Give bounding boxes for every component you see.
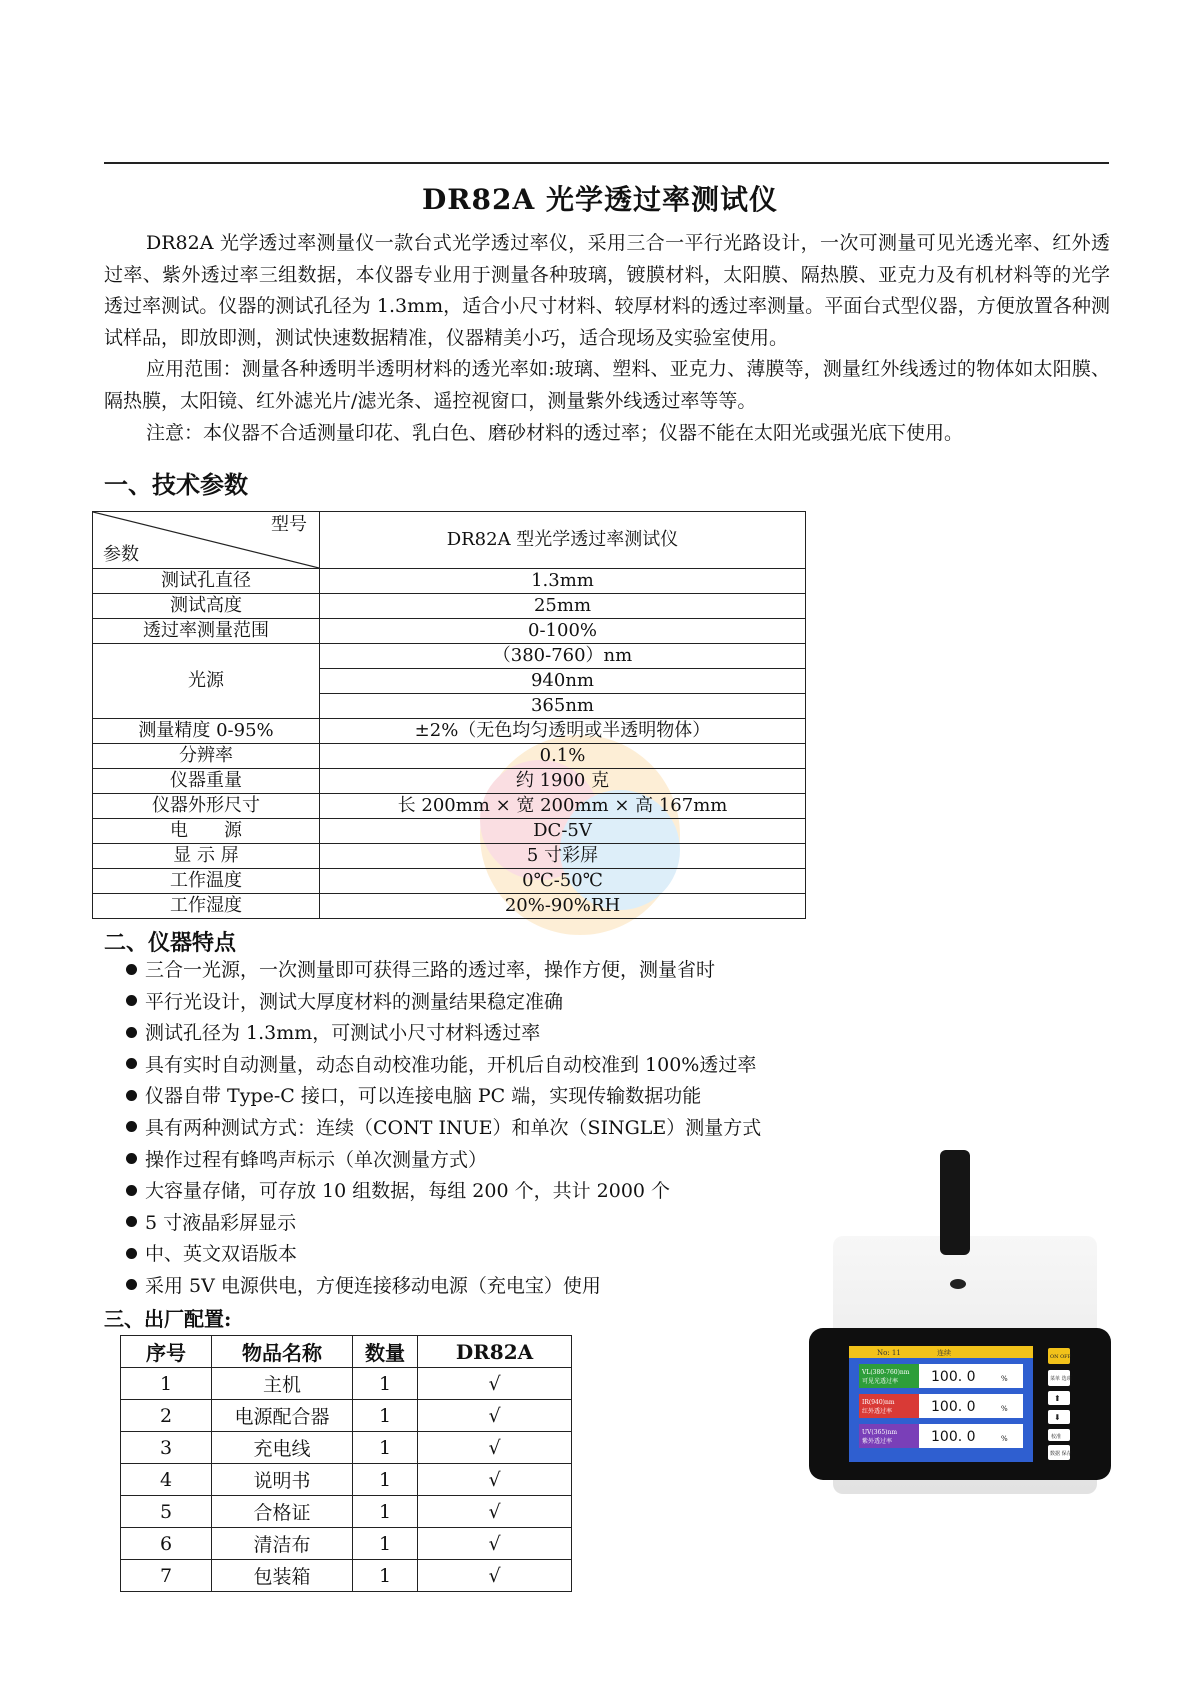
spec-value: 1.3mm [320,569,806,594]
intro-paragraph: 注意：本仪器不合适测量印花、乳白色、磨砂材料的透过率；仪器不能在太阳光或强光底下使用。 [146,421,964,444]
spec-key: 工作湿度 [93,894,320,919]
packing-header: DR82A [418,1336,572,1368]
spec-key: 测量精度 0-95% [93,719,320,744]
spec-header-cell [93,512,320,569]
spec-value: 940nm [320,669,806,694]
spec-table [92,511,806,919]
spec-value: 25mm [320,594,806,619]
ir-label: IR(940)nm [862,1399,895,1406]
features-list [126,955,761,1303]
feature-item: 操作过程有蜂鸣声标示（单次测量方式） [126,1145,761,1177]
spec-value: DC-5V [320,819,806,844]
table-row: 6 清洁布 1 √ [121,1528,572,1560]
intro-text [104,228,1110,449]
feature-item: 5 寸液晶彩屏显示 [126,1208,761,1240]
table-row: 5 合格证 1 √ [121,1496,572,1528]
table-row: 7 包装箱 1 √ [121,1560,572,1592]
packing-table [120,1335,572,1592]
spec-key: 工作温度 [93,869,320,894]
feature-item: 平行光设计，测试大厚度材料的测量结果稳定准确 [126,987,761,1019]
bullet-icon [126,1216,137,1227]
packing-header: 序号 [121,1336,212,1368]
uv-value: 100. 0 [931,1429,976,1445]
spec-key: 仪器外形尺寸 [93,794,320,819]
feature-item: 采用 5V 电源供电，方便连接移动电源（充电宝）使用 [126,1271,761,1303]
table-row: 3 充电线 1 √ [121,1432,572,1464]
features-heading: 二、仪器特点 [104,931,237,956]
save-button-label: 数据 保存 [1050,1451,1072,1457]
bullet-icon [126,1248,137,1259]
calibrate-button-label: 校准 [1051,1434,1062,1440]
vl-unit: % [1001,1375,1008,1383]
vl-sublabel: 可见光透过率 [862,1378,899,1385]
spec-key: 仪器重量 [93,769,320,794]
model-name: DR82A 型光学透过率测试仪 [320,512,806,569]
spec-value: 365nm [320,694,806,719]
screen-header-mid: 连续 [937,1349,951,1357]
document-title: DR82A 光学透过率测试仪 [422,183,778,216]
ir-value: 100. 0 [931,1399,976,1415]
intro-paragraph: DR82A 光学透过率测量仪一款台式光学透过率仪，采用三合一平行光路设计，一次可测量可见光透光率、红外透过率、紫外透过率三组数据，本仪器专业用于测量各种玻璃，镀膜材料，太阳膜、隔热膜、亚克力及有机材料等的光学透过率测试。仪器的测试孔径为 1.3mm，适合小尺寸材料、较厚材料的透过率测量。平面台式型仪器，方便放置各种测试样品，即放即测，测试快速数据精准，仪器精美小巧，适合现场及实验室使用。 [104,232,1110,349]
bullet-icon [126,1279,137,1290]
screen-header-left: No: 11 [877,1349,901,1357]
feature-item: 具有两种测试方式：连续（CONT INUE）和单次（SINGLE）测量方式 [126,1113,761,1145]
table-row: 1 主机 1 √ [121,1368,572,1400]
feature-item: 测试孔径为 1.3mm，可测试小尺寸材料透过率 [126,1018,761,1050]
packing-header: 数量 [353,1336,418,1368]
spec-value: 约 1900 克 [320,769,806,794]
spec-value: 20%-90%RH [320,894,806,919]
ir-sublabel: 红外透过率 [862,1408,893,1415]
bullet-icon [126,1185,137,1196]
spec-value: 0-100% [320,619,806,644]
spec-key-light: 光源 [93,644,320,719]
bullet-icon [126,1027,137,1038]
feature-item: 仪器自带 Type-C 接口，可以连接电脑 PC 端，实现传输数据功能 [126,1081,761,1113]
device-photo [805,1150,1115,1505]
device-arm [940,1150,970,1255]
spec-key: 透过率测量范围 [93,619,320,644]
up-arrow-icon: ⬆ [1054,1394,1061,1403]
packing-heading: 三、出厂配置: [104,1307,232,1331]
spec-key: 测试高度 [93,594,320,619]
bullet-icon [126,1058,137,1069]
test-hole [950,1279,966,1289]
bullet-icon [126,1121,137,1132]
spec-key: 电 源 [93,819,320,844]
uv-sublabel: 紫外透过率 [862,1438,893,1445]
spec-key: 显 示 屏 [93,844,320,869]
ir-unit: % [1001,1405,1008,1413]
uv-label: UV(365)nm [862,1429,898,1436]
intro-paragraph: 应用范围：测量各种透明半透明材料的透光率如:玻璃、塑料、亚克力、薄膜等，测量红外线透过的物体如太阳膜、隔热膜，太阳镜、红外滤光片/滤光条、遥控视窗口，测量紫外线透过率等等。 [104,358,1110,412]
vl-value: 100. 0 [931,1369,976,1385]
spec-value: 5 寸彩屏 [320,844,806,869]
spec-value: 长 200mm × 宽 200mm × 高 167mm [320,794,806,819]
feature-item: 中、英文双语版本 [126,1239,761,1271]
menu-button-label: 菜单 选项 [1050,1376,1072,1382]
header-model-label: 型号 [271,514,307,535]
bullet-icon [126,1153,137,1164]
down-arrow-icon: ⬇ [1054,1413,1061,1422]
feature-item: 大容量存储，可存放 10 组数据，每组 200 个，共计 2000 个 [126,1176,761,1208]
packing-header: 物品名称 [212,1336,353,1368]
feature-item: 三合一光源，一次测量即可获得三路的透过率，操作方便，测量省时 [126,955,761,987]
spec-key: 分辨率 [93,744,320,769]
table-row: 2 电源配合器 1 √ [121,1400,572,1432]
spec-value: 0℃-50℃ [320,869,806,894]
spec-key: 测试孔直径 [93,569,320,594]
spec-value: （380-760）nm [320,644,806,669]
top-rule [104,162,1109,164]
bullet-icon [126,995,137,1006]
bullet-icon [126,1090,137,1101]
power-button-label: ON OFF [1050,1354,1072,1360]
table-row: 4 说明书 1 √ [121,1464,572,1496]
spec-heading: 一、技术参数 [104,471,248,499]
feature-item: 具有实时自动测量，动态自动校准功能，开机后自动校准到 100%透过率 [126,1050,761,1082]
header-param-label: 参数 [103,544,139,565]
bullet-icon [126,964,137,975]
spec-value: 0.1% [320,744,806,769]
spec-value: ±2%（无色均匀透明或半透明物体） [320,719,806,744]
vl-label: VL(380-760)nm [862,1369,910,1376]
uv-unit: % [1001,1435,1008,1443]
